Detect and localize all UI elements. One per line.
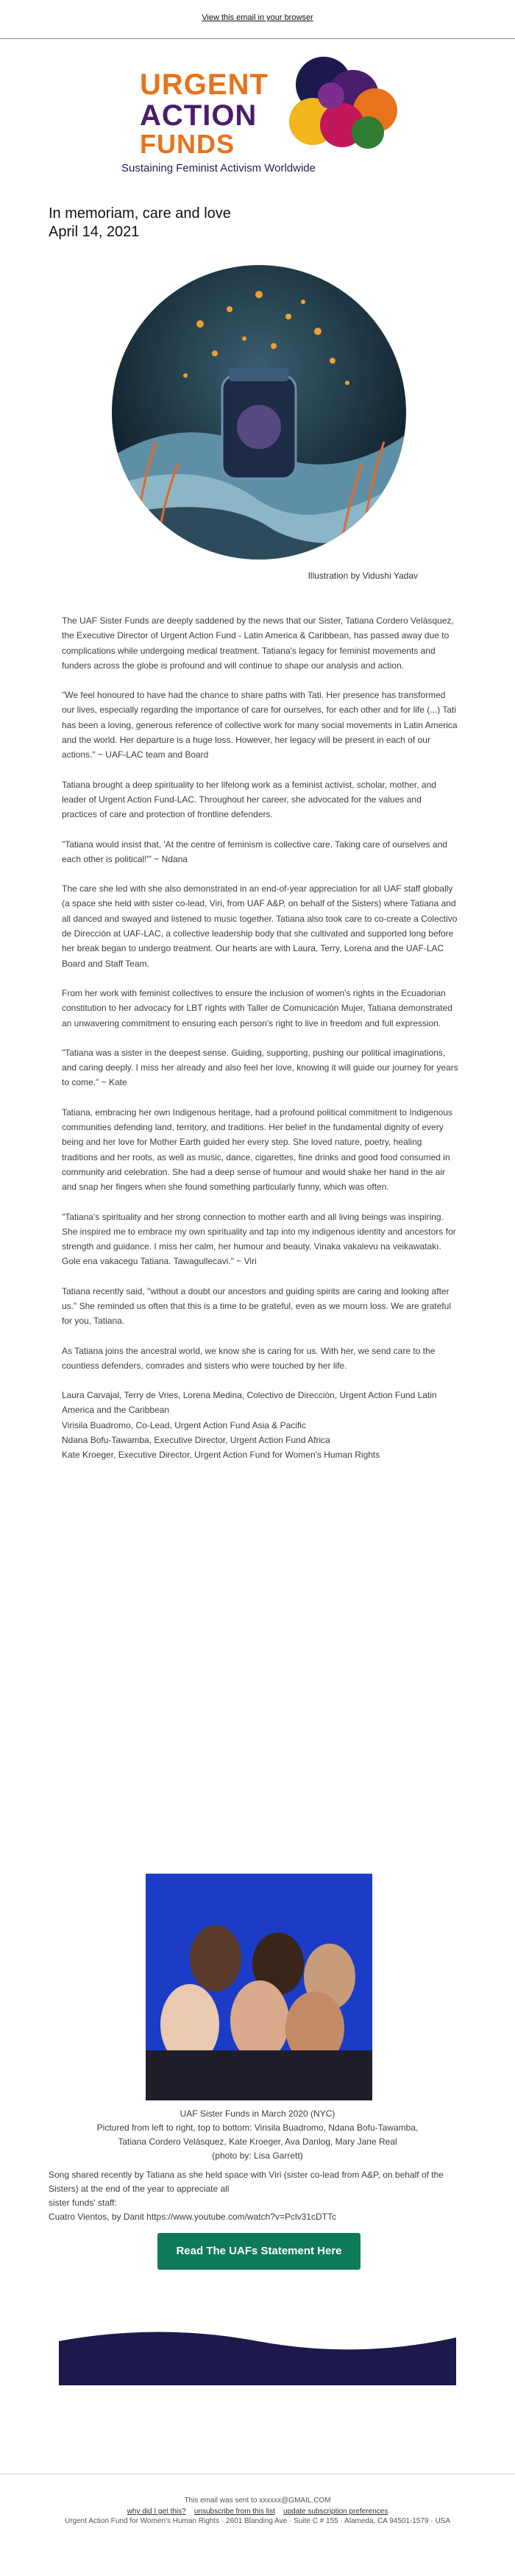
group-photo [146, 1874, 372, 2100]
article-body [62, 613, 459, 1463]
paragraph: From her work with feminist collectives to ensure the inclusion of women's rights in the Ecuadorian constitution to her advocacy for LBT rights with Taller de Comunicación Mujer, Tatiana demonstrated an unwavering commitment to ensuring each person's right to live in freedom and full expression. [62, 987, 452, 1028]
signatory: Kate Kroeger, Executive Director, Urgent Action Fund for Women's Human Rights [62, 1450, 380, 1461]
logo-word-funds: FUNDS [140, 129, 235, 159]
update-preferences-link[interactable]: update subscription preferences [283, 2508, 388, 2516]
page-title [49, 205, 231, 241]
signatory: Ndana Bofu-Tawamba, Executive Director, Urgent Action Fund Africa [62, 1435, 330, 1446]
logo-word-urgent: URGENT [140, 68, 269, 101]
logo-tagline: Sustaining Feminist Activism Worldwide [121, 162, 316, 174]
paragraph: As Tatiana joins the ancestral world, we know she is caring for us. With her, we send care to the countless defenders, comrades and sisters who were touched by her life. [62, 1345, 436, 1371]
footer-sent-to: This email was sent to xxxxxx@GMAIL.COM [184, 2496, 331, 2505]
paragraph: "Tatiana's spirituality and her strong connection to mother earth and all living beings was inspiring. She inspired me to embrace my own spirituality and tap into my indigenous identity and ancestors for strength and guidance. I miss her calm, her humour and beauty. Vinaka vakalevu na veikawatakı. Gole ena vakacegu Tatiana. Tawagullecavi." ~ Viri [62, 1211, 456, 1267]
view-in-browser-link[interactable]: View this email in your browser [202, 13, 313, 22]
top-bar [0, 0, 515, 39]
caption-line-3: (photo by: Lisa Garrett) [212, 2150, 303, 2161]
logo-word-action: ACTION [140, 99, 258, 132]
photo-caption [88, 2107, 427, 2163]
paragraph: "Tatiana would insist that, 'At the centre of feminism is collective care. Taking care of ourselves and each other is political!'" ~ Ndana [62, 839, 447, 864]
uaf-logo [114, 52, 408, 177]
paragraph: The UAF Sister Funds are deeply saddened by the news that our Sister, Tatiana Cordero Velásquez, the Executive Director of Urgent Action Fund - Latin America & Caribbean, has passed away due to complications while undergoing medical treatment. Tatiana's legacy for feminist movements and funders across the globe is profound and will continue to shape our analysis and action. [62, 615, 454, 671]
paragraph: "Tatiana was a sister in the deepest sense. Guiding, supporting, pushing our political imaginations, and caring deeply. I miss her already and also feel her love, knowing it will guide our journey for years to come." ~ Kate [62, 1047, 458, 1088]
footer-address: Urgent Action Fund for Women's Human Rights · 2601 Blanding Ave · Suite C # 155 · Alameda, CA 94501-1579 · USA [64, 2517, 451, 2525]
caption-line-2: Pictured from left to right, top to bottom: Virisila Buadromo, Ndana Bofu-Tawamba, Tatiana Cordero Velásquez, Kate Kroeger, Ava Danlog, Mary Jane Real [96, 2122, 419, 2147]
song-link[interactable]: Cuatro Vientos, by Danit https://www.youtube.com/watch?v=Pclv31cDTTc [49, 2212, 336, 2222]
footer-wave-banner [59, 2326, 456, 2385]
paragraph: Tatiana brought a deep spirituality to her lifelong work as a feminist activist, scholar, mother, and leader of Urgent Action Fund-LAC. Throughout her career, she advocated for the values and practices of care and protection of frontline defenders. [62, 779, 436, 820]
paragraph: Tatiana, embracing her own Indigenous heritage, had a profound political commitment to Indigenous communities defending land, territory, and traditions. Her belief in the fundamental dignity of every being and her love for Mother Earth guided her every step. She loved nature, poetry, healing traditions and her roots, as well as music, dance, cigarettes, fine drinks and good food consumed in community and celebration. She had a deep sense of humour and would shake her hand in the air and snap her fingers when she found something particularly funny, which was often. [62, 1107, 452, 1193]
why-link[interactable]: why did I get this? [127, 2508, 186, 2516]
paragraph: The care she led with she also demonstrated in an end-of-year appreciation for all UAF staff globally (a space she held with sister co-lead, Viri, from UAF A&P, on behalf of the Sisters) where Tatiana and all danced and swayed and listened to music together. Tatiana also took care to co-create a Colectivo de Dirección at UAF-LAC, a collective leadership body that she cultivated and supported long before her break began to undergo treatment. Our hearts are with Laura, Terry, Lorena and the UAF-LAC Board and Staff Team. [62, 883, 458, 969]
song-note [49, 2168, 461, 2224]
unsubscribe-link[interactable]: unsubscribe from this list [193, 2508, 275, 2516]
song-line-1: Song shared recently by Tatiana as she held space with Viri (sister co-lead from A&P, on behalf of the Sisters) at the end of the year to appreciate all [49, 2170, 444, 2194]
footer [0, 2474, 515, 2576]
title-line-1: In memoriam, care and love [49, 205, 231, 222]
paragraph: Tatiana recently said, "without a doubt our ancestors and guiding spirits are caring and looking after us." She reminded us often that this is a time to be grateful, even as we mourn loss. We are grateful for you, Tatiana. [62, 1285, 451, 1327]
footer-links [0, 2508, 515, 2516]
title-line-2: April 14, 2021 [49, 224, 140, 240]
signatory: Laura Carvajal, Terry de Vries, Lorena Medina, Colectivo de Dirección, Urgent Action Fund Latin America and the Caribbean [62, 1390, 437, 1416]
illustration-credit: Illustration by Vidushi Yadav [308, 571, 418, 581]
signatory: Virisila Buadromo, Co-Lead, Urgent Action Fund Asia & Pacific [62, 1419, 306, 1430]
logo-faces-icon [280, 52, 401, 155]
song-line-2: sister funds' staff: [49, 2198, 117, 2208]
paragraph: "We feel honoured to have had the chance to share paths with Tati. Her presence has transformed our lives, especially regarding the importance of care for ourselves, for each other and for life (...) Tati has been a loving, generous reference of collective work for many social movements in Latin America and the world. Her departure is a huge loss. However, her legacy will be present in each of our actions." ~ UAF-LAC team and Board [62, 690, 458, 761]
memorial-illustration [112, 265, 406, 560]
caption-line-1: UAF Sister Funds in March 2020 (NYC) [180, 2109, 335, 2119]
read-statement-button[interactable]: Read The UAFs Statement Here [157, 2233, 360, 2270]
